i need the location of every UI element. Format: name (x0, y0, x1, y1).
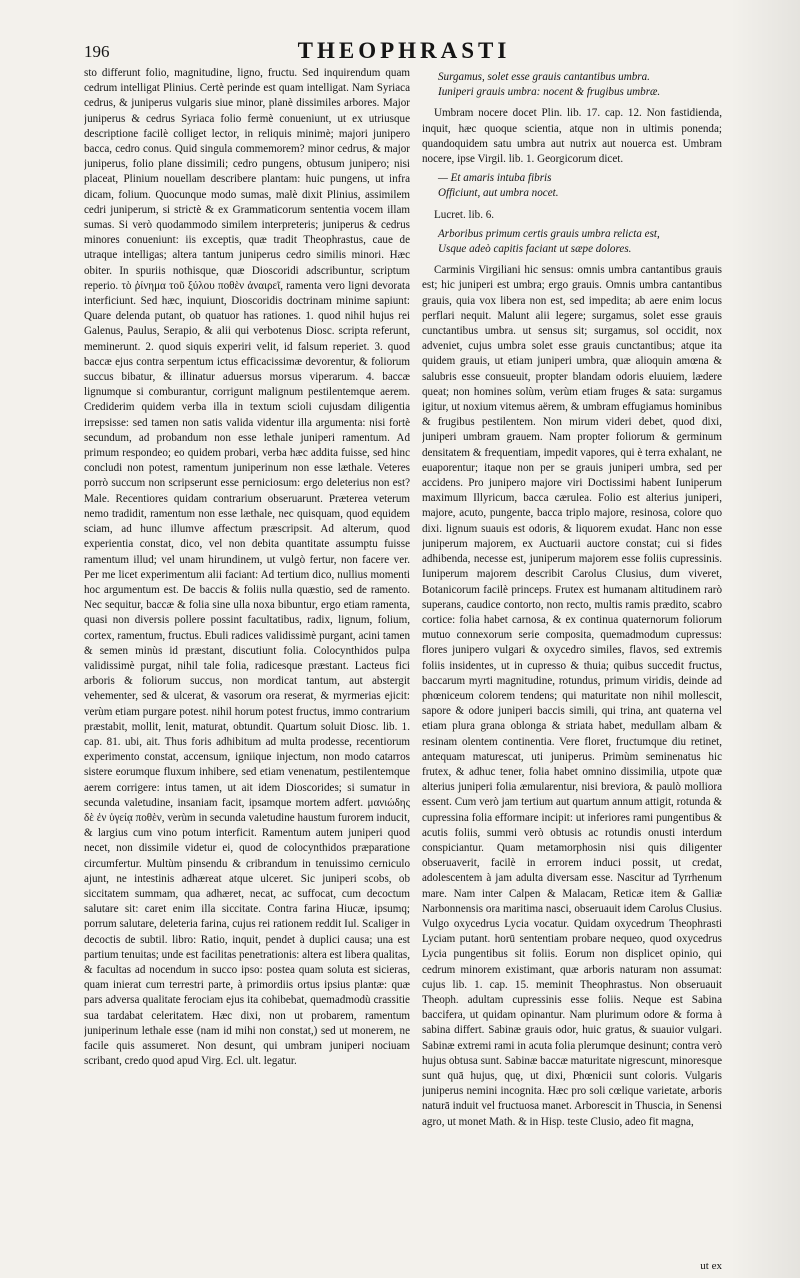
verse-line: Surgamus, solet esse grauis cantantibus umbra. (438, 71, 650, 83)
page-edge-shadow (730, 0, 800, 1278)
verse-quote-virgil (438, 70, 722, 100)
verse-quote-georgics (438, 171, 722, 201)
verse-line: Officiunt, aut umbra nocet. (438, 187, 559, 200)
citation-lucretius: Lucret. lib. 6. (434, 208, 495, 221)
verse-line: — Et amaris intuba fibris (438, 172, 552, 185)
verse-quote-lucretius (438, 227, 722, 257)
page-header (84, 38, 724, 66)
right-column (422, 66, 722, 1266)
paragraph-commentary: Carminis Virgiliani hic sensus: omnis umbra cantantibus grauis est; hic juniperi est umbra; ergo grauis. Omnis umbra cantantibus grauis, quia vox libera non est, sed impedita; ab aere enim locus perflari nequit. Malunt alii legere; surgamus, solet esse grauis cunctantibus umbra. ut sensus sit; surgamus, sol occidit, nox adveniet, cujus umbra solet esse grauis cunctantibus; atque ita quidem grauis, ut etiam juniperi umbra, quæ alioquin amœna & salubris esse consueuit, propter blandam odoris eluuiem, lædere queat; non homines solùm, verùm etiam fruges & sata: surgamus igitur, ut noxium vitemus aërem, & umbram effugiamus hominibus & frugibus pestilentem. Non mirum videri debet, quod dixi, juniperi umbram grauem. Nam propter foliorum & germinum densitatem & frequentiam, impedit vapores, qui è terra exhalant, ne euaporentur; itaque non per se grauis juniperi umbra, sed per accidens. Pro junipero majore viri Doctissimi habent Iuniperum maximum Illyricum, bacca cærulea. Folio est alterius juniperi, majore, acuto, pungente, bacca triplo majore, resinosa, colore quo dixi. lignum suauis est odoris, & liquorem exudat. Hanc non esse juniperum majorem, ex Auctuarii auctore constat; cui si fides adhibenda, necesse est, juniperum majorem esse foliis cupressinis. Iuniperum majorem describit Carolus Clusius, dum viveret, Botanicorum facilè princeps. Frutex est humanam altitudinem rarò superans, caudice contorto, non recto, multis ramis prædito, scabro cortice: folia habet carnosa, & ex continua quaternorum foliorum mutuo connexorum serie composita, quemadmodum cupressus: flores junipero vulgari & oxycedro similes, flavos, sed extremis foliis insidentes, ut in cupresso & thuia; quibus succedit fructus, baccarum myrti magnitudine, rotundus, primum viridis, deinde ad phœniceum colorem tendens; qui maturitate non nihil mollescit, sapore & odore juniperi baccis simili, qui trina, ant quaterna vel etiam plura grana oblonga & striata habet, medullam albam & resinam olentem continentia. Vere floret, fructumque diu retinet, antequam maturescat, uti juniperus. Primùm seminenatus hic frutex, & adhuc tener, folia habet omnino dissimilia, utpote quæ alterius juniperi folia æmularentur, nisi breviora, & paulò molliora essent. Cum verò jam tertium aut quartum annum attigit, rotunda & cupressina folia efformare incipit: ut inferiores rami pungentibus & acutis foliis, summi verò obtusis ac rotundis onusti interdum conspiciantur. Quam metamorphosin nisi quis diligenter obseruaverit, facilè in errorem induci possit, ut credat, adolescentem à jam adulta diversam esse. Nascitur ad Tyrrhenum mare. Nam inter Calpen & Malacam, Reticæ item & Galliæ Narbonnensis ora maritima nasci, obseruauit idem Carolus Clusius. Vulgo oxycedrus Lycia vocatur. Quidam oxycedrum Theophrasti Lyciam putant. horū sententiam probare nequeo, quod oxycedrus Lycia pungentibus sit foliis. Eorum non displicet opinio, qui cedrum minorem existimant, quæ arboris naturam non assumat: cujus lib. 1. cap. 15. meminit Theophrastus. Non obseruauit Theoph. adultam cupressinis esse foliis. Neque est Sabina baccifera, ut quidam opinantur. Nam plurimum odore & forma à sabina differt. Sabinæ grauis odor, huic gratus, & suauior vulgari. Sabinæ extremi rami in acuta folia plerumque desinunt; contra verò hujus obtusa sunt. Sabinæ baccæ maturitate nigrescunt, minoresque sunt quā hujus, quę, ut dixi, Phœnicii sunt coloris. Vulgaris juniperus nemini incognita. Hæc pro soli cœlique varietate, arboris naturā induit vel fructuosa manet. Arborescit in Thuscia, in Senensi agro, ut monet Math. & in Hisp. teste Clusio, adeo fit magna, (422, 264, 722, 1128)
page-number: 196 (84, 42, 110, 61)
verse-line: Iuniperi grauis umbra: nocent & frugibus umbræ. (438, 86, 661, 99)
verse-line: Usque adeò capitis faciant ut sæpe dolores. (438, 243, 632, 256)
catchword: ut ex (700, 1260, 722, 1272)
paragraph-umbra: Umbram nocere docet Plin. lib. 17. cap. 12. Non fastidienda, inquit, hæc quoque scientia, atque non in ultimis ponenda; quandoquidem satu umbra aut nutrix aut nouerca est. Umbram nocere, ipse Virgil. lib. 1. Georgicorum dicet. (422, 107, 722, 166)
verse-line: Arboribus primum certis grauis umbra relicta est, (438, 227, 660, 240)
left-column (84, 66, 410, 1266)
running-title: THEOPHRASTI (297, 38, 511, 63)
left-column-text: sto differunt folio, magnitudine, ligno, fructu. Sed inquirendum quam cedrum intelligat Plinius. Certè perinde est quam intelligat. Nam Syriaca cedrus, & juniperus vulgaris siue minor, planè dissimiles arbores. Major juniperus & cedrus Syriaca folio fermè conueniunt, ut ex utriusque descriptione facilè colliget lector, in reliquis minimè; majori junipero bacca, cedro conus. Quid singula commemorem? minor cedrus, & major juniperus, folio plane dissimili; cedro pungens, obtusum junipero; nisi placeat, Plinium nouellam describere plantam: huic pungens, ut infra dicam, folium. Quocunque modo sumas, malè dixit Plinius, assimilem cedri juniperum, si strictè & ex Grammaticorum sententia vocem illam sumas. Si verò quodammodo similem interpreteris; juniperus & cedrus minores conueniunt: iis exceptis, quæ tradit Theophrastus, caue de utraque intelligas; altera tantum juniperus cedro similis minori. Hæc obiter. In spuriis nothisque, quæ Dioscoridi adscribuntur, scriptum reperio. τὸ ῥίνημα τοῦ ξύλου ποθὲν ἀναιρεῖ, ramenta vero ligni devorata interficiunt. Sed hæc, inquiunt, Dioscoridis doctrinam minime sapiunt: Quare delenda putant, ob quatuor has rationes. 1. quod nihil hujus rei Galenus, Paulus, Serapio, & alii qui verbotenus Diosc. scripta referunt, meminerunt. 2. quod siquis experiri velit, id falsum reperiet. 3. quod baccæ ejus contra serpentum ictus efficacissimæ devorentur, & foliorum succus bibatur, & illinatur aduersus morsus viperarum. 4. baccæ lignumque si comburantur, corrigunt malignum pestilentemque aerem. Crediderim quidem verba illa in textum scioli cujusdam diligentia irrepsisse: sed tamen non satis valida videntur illa argumenta: nisi fortè secundum, ad probandum non esse lethale juniperi ramentum. Ad primum respondeo; eo quidem probari, verba hæc addita fuisse, sed hinc concludi non potest, ramentum juniperinum non esse læthale. Veteres porrò succum non scripserunt esse perniciosum: ergo deleterius non est? Male. Recentiores quidam contrarium obseruarunt. Præterea veterum nemo tradidit, ramentum non esse læthale, nec quisquam, quod equidem sciam, ad hunc illumve affectum præscripsit. Ad alterum, quod experientia constat, dico, vel non debita quantitate assumptu fuisse ramentum illud; vel unam hirundinem, ut vulgò fertur, non facere ver. Per me licet experimentum alii faciant: Ad tertium dico, nullius momenti hoc argumentum est. De baccis & foliis nulla quæstio, sed de ramento. Nec sequitur, baccæ & folia sine ulla noxa bibuntur, ergo etiam ramenta, quasi non diversis pollere possint facultatibus, radix, lignum, folium, cortex, ramentum, fructus. Ebuli radices validissimè purgant, acini tamen & semen minùs id præstant, discutiunt folia. Colocynthidos pulpa validissimè purgat, nihil tale folia, radicesque præstant. Lacteus fici arboris & foliorum succus, non mordicat tantum, aut abstergit vehementer, sed & ulcerat, & vasorum ora reserat, & myrmerias ejicit: verùm etiam purgare potest. nihil horum potest fructus, immo contrarium præstabit, mollit, lenit, maturat, obtundit. Quartum soluit Diosc. lib. 1. cap. 81. ubi, ait. Thus foris adhibitum ad multa prodesse, recentiorum experimento constat, accensum, igniique injectum, non modo catarros sistere eorumque fluxum inhibere, sed etiam venenatum, pestilentemque aerem corrigere: intus tamen, ut ait idem Dioscorides; si sumatur in secunda valetudine, insaniam facit, ipsamque mortem adfert. μανιώδης δὲ ἐν ὑγείᾳ ποθὲν, verùm in secunda valetudine haustum furorem inducit, & largius cum vino potum interficit. Ramentum autem juniperi quod necet, non dissimile videtur ei, quod de colocynthidos præparatione circumfertur. Multùm pinsendu & cribrandum in tenuissimo cerniculo ajunt, ne intestinis adhæreat atque ulceret. Sic juniperi scobs, ob siccitatem summam, qua adhæret, necat, ac suffocat, cum decoctum salutare sit: caret enim illa siccitate. Contra farina Hiucæ, ipsumq; porrum salutare, deleteria farina, cujus rei rationem reddit Iul. Scaliger in decoctis de subtil. libro: Ratio, inquit, pendet à duplici causa; una est partium tenuitas; unde est facilitas penetrationis: altera est libera qualitas, & facultas ad nocendum in succo ipso: postea quam soluta est sicieras, quam inierat cum terrestri parte, à primordiis ortus ipsius plantæ: quæ pars adversa qualitate ferociam ejus ita cohibebat, quemadmodù crassitie sua tardabat celeritatem. Hæc dixi, non ut probarem, ramentum juniperinum lethale esse (nam id mihi non constat,) sed ut monerem, ne facile quis assumeret. Non desunt, qui umbram juniperi nociuam scribant, credo quod apud Virg. Ecl. ult. legatur. (84, 67, 410, 1068)
